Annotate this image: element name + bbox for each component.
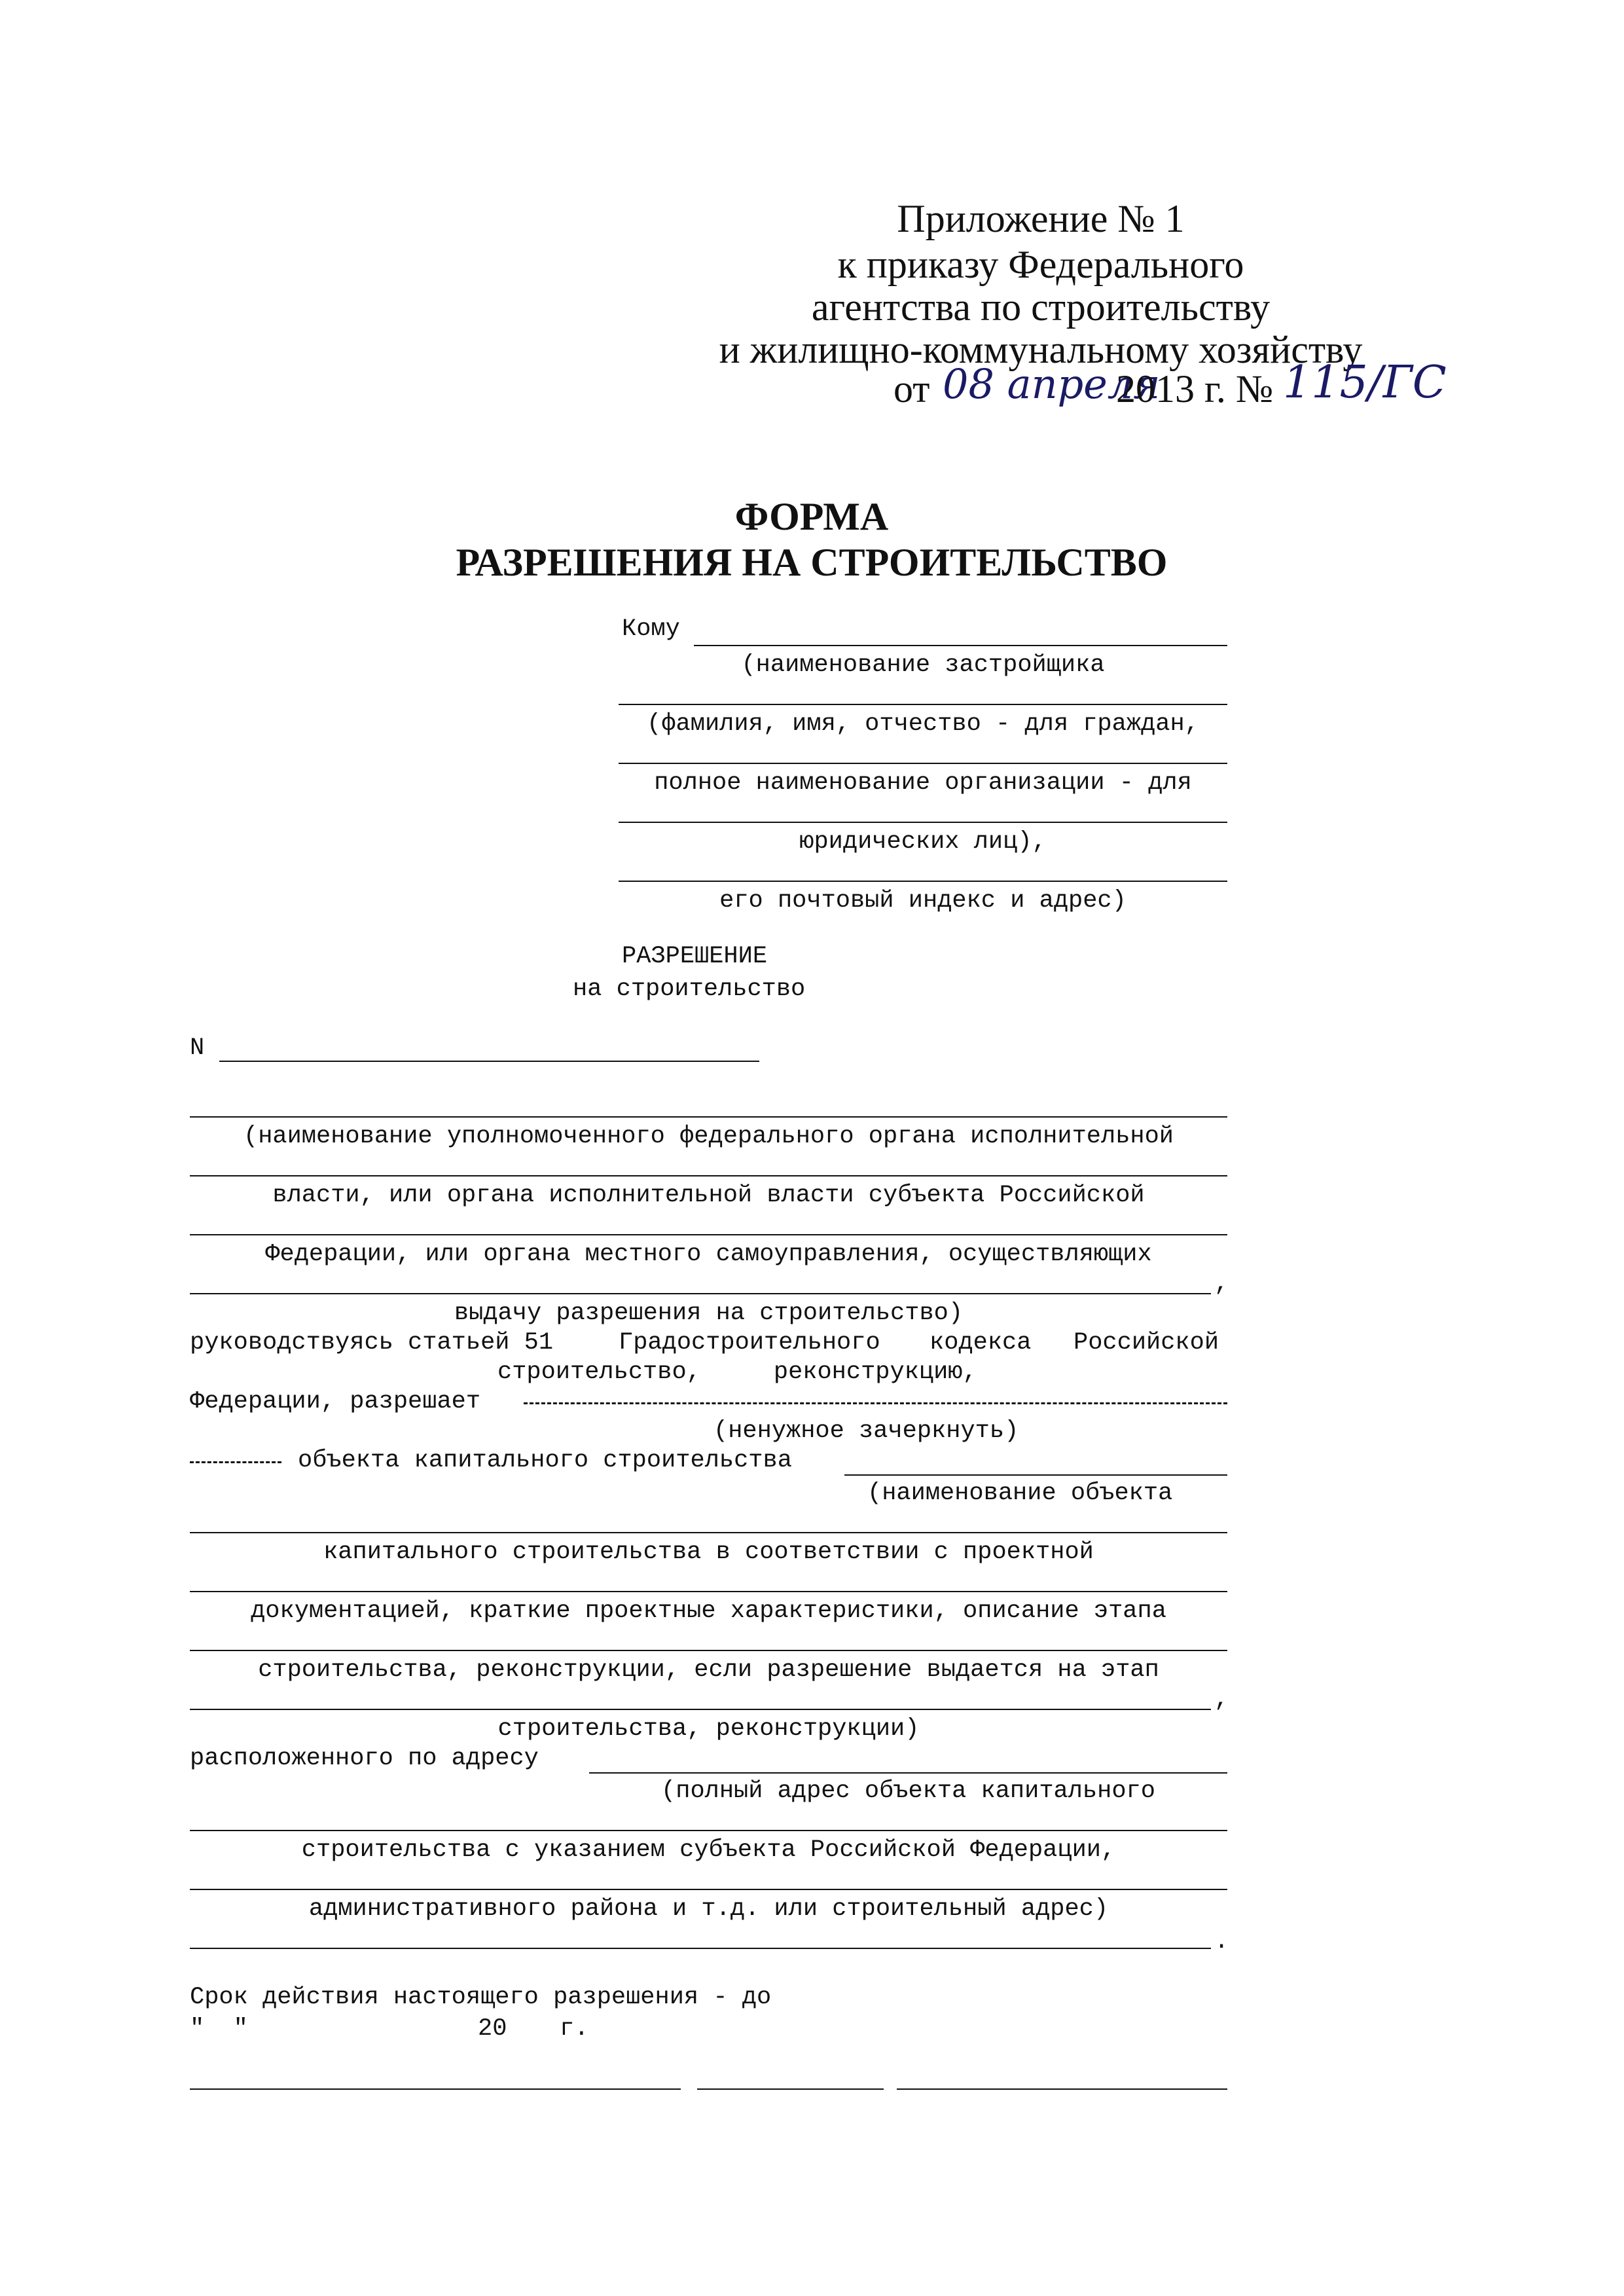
appendix-date-prefix: от [893,367,930,410]
construction-options[interactable]: строительство, реконструкцию, [497,1358,977,1386]
addressee-line-1[interactable] [694,645,1227,646]
address-line-2[interactable] [190,1830,1227,1831]
appendix-year-number-label: 2013 г. № [1116,367,1274,410]
address-label: расположенного по адресу [190,1745,539,1772]
address-caption-2: строительства с указанием субъекта Российской Федерации, [301,1836,1116,1864]
object-caption-2: капитального строительства в соответствии с проектной [323,1539,1094,1566]
authority-comma: , [1214,1270,1229,1298]
validity-quotes: " " [190,2015,248,2043]
handwritten-date: 08 апреля [943,360,1161,408]
validity-year-prefix: 20 [478,2015,507,2043]
body-line-3: объекта капитального строительства [298,1447,792,1474]
options-dashed-line [524,1402,1227,1404]
object-comma: , [1214,1686,1229,1713]
authority-line-3[interactable] [190,1234,1227,1235]
object-caption-4: строительства, реконструкции, если разрешение выдается на этап [258,1656,1159,1684]
signature-line[interactable] [697,2088,884,2090]
validity-line: Срок действия настоящего разрешения - до [190,1984,772,2011]
body-line-1-right: Российской [1074,1329,1219,1357]
address-line-4[interactable] [190,1948,1211,1949]
addressee-line-4[interactable] [619,822,1227,823]
address-line-3[interactable] [190,1889,1227,1890]
authority-line-4[interactable] [190,1293,1211,1294]
authority-line-1[interactable] [190,1116,1227,1118]
object-line-1[interactable] [844,1474,1227,1476]
addressee-caption-1: (наименование застройщика [741,651,1105,679]
addressee-line-3[interactable] [619,763,1227,764]
appendix-line-3: агентства по строительству [811,285,1271,329]
address-caption-1: (полный адрес объекта капитального [661,1777,1155,1805]
permit-heading: РАЗРЕШЕНИЕ [622,943,768,970]
appendix-line-4: и жилищно-коммунальному хозяйству [719,328,1363,371]
authority-caption-1: (наименование уполномоченного федерального органа исполнительной [243,1123,1174,1150]
object-dashed-prefix [190,1461,281,1463]
object-line-5[interactable] [190,1709,1211,1710]
addressee-caption-4: юридических лиц), [799,828,1047,856]
body-line-1-mid: Градостроительного [619,1329,880,1357]
object-caption-5: строительства, реконструкции) [497,1715,920,1743]
address-line-1[interactable] [589,1772,1227,1774]
strike-note: (ненужное зачеркнуть) [713,1417,1019,1445]
body-line-1-mid2: кодекса [929,1329,1032,1357]
addressee-line-2[interactable] [619,704,1227,705]
permit-number-line[interactable] [219,1061,759,1062]
permit-subheading: на строительство [573,975,806,1003]
addressee-label: Кому [622,615,680,643]
handwritten-order-number: 115/ГС [1283,357,1447,409]
signature-name-line[interactable] [897,2088,1227,2090]
object-line-3[interactable] [190,1591,1227,1592]
signature-position-line[interactable] [190,2088,681,2090]
addressee-caption-3: полное наименование организации - для [654,769,1192,797]
validity-year-suffix: г. [560,2015,589,2043]
body-line-2: Федерации, разрешает [190,1388,481,1415]
body-line-1-left: руководствуясь статьей 51 [190,1329,554,1357]
addressee-caption-2: (фамилия, имя, отчество - для граждан, [647,710,1199,738]
authority-caption-4: выдачу разрешения на строительство) [454,1300,964,1327]
address-period: . [1214,1928,1229,1956]
addressee-caption-5: его почтовый индекс и адрес) [719,887,1127,915]
address-caption-3: административного района и т.д. или строительный адрес) [308,1895,1109,1923]
authority-caption-2: власти, или органа исполнительной власти субъекта Российской [272,1182,1145,1209]
permit-number-label: N [190,1034,205,1062]
authority-caption-3: Федерации, или органа местного самоуправления, осуществляющих [265,1241,1152,1268]
appendix-line-1: Приложение № 1 [897,197,1185,240]
appendix-line-2: к приказу Федерального [837,243,1244,286]
object-line-2[interactable] [190,1532,1227,1533]
object-caption-3: документацией, краткие проектные характеристики, описание этапа [251,1597,1166,1625]
authority-line-2[interactable] [190,1175,1227,1176]
object-line-4[interactable] [190,1650,1227,1651]
addressee-line-5[interactable] [619,881,1227,882]
form-title-line-2: РАЗРЕШЕНИЯ НА СТРОИТЕЛЬСТВО [456,541,1168,584]
object-caption-1: (наименование объекта [867,1480,1173,1507]
form-title-line-1: ФОРМА [734,495,889,538]
